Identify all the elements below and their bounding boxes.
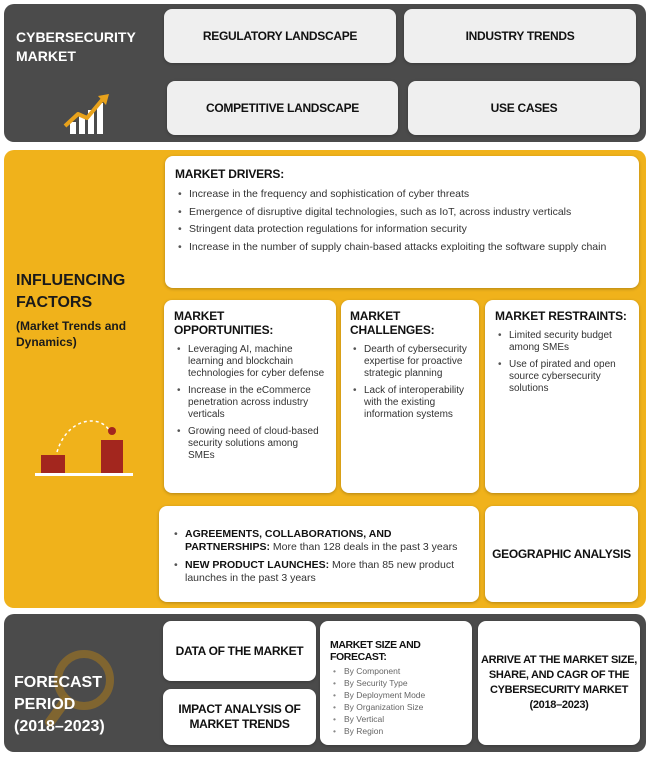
list-item: • Lack of interoperability with the existing information systems: [350, 385, 470, 421]
list-item: • By Vertical: [330, 713, 462, 725]
list-item: • Increase in the frequency and sophistication of cyber threats: [175, 188, 629, 201]
launches-text: More than 85 new product launches in the past 3 years: [185, 559, 454, 584]
data-of-market-card[interactable]: DATA OF THE MARKET: [163, 621, 316, 681]
market-challenges-card: [341, 300, 479, 493]
list-item: • Use of pirated and open source cybersecurity solutions: [495, 359, 629, 395]
list-item: • By Security Type: [330, 677, 462, 689]
market-opportunities-list: [174, 344, 326, 462]
geographic-analysis-card[interactable]: GEOGRAPHIC ANALYSIS: [485, 506, 638, 602]
market-opportunities-card: [164, 300, 336, 493]
list-item: [171, 528, 467, 553]
list-item: • Dearth of cybersecurity expertise for proactive strategic planning: [350, 344, 470, 380]
launches-label: NEW PRODUCT LAUNCHES:: [185, 559, 330, 571]
market-challenges-heading: MARKET CHALLENGES:: [350, 309, 435, 337]
market-restraints-list: [495, 330, 629, 395]
list-item: • By Organization Size: [330, 701, 462, 713]
market-drivers-card: [165, 156, 639, 288]
list-item: • Increase in the number of supply chain-based attacks exploiting the software supply chain: [175, 241, 629, 254]
agreements-text: More than 128 deals in the past 3 years: [269, 540, 458, 553]
list-item: • Increase in the eCommerce penetration across industry verticals: [174, 385, 326, 421]
market-size-forecast-card: [320, 621, 472, 745]
market-size-forecast-heading: MARKET SIZE AND FORECAST:: [330, 639, 421, 663]
list-item: • By Region: [330, 725, 462, 737]
market-opportunities-heading: MARKET OPPORTUNITIES:: [174, 309, 274, 337]
list-item: • Limited security budget among SMEs: [495, 330, 629, 354]
list-item: • Stringent data protection regulations for information security: [175, 223, 629, 236]
regulatory-landscape-button[interactable]: REGULATORY LANDSCAPE: [164, 9, 396, 63]
forecast-period-title: FORECAST PERIOD (2018–2023): [14, 674, 105, 735]
arrive-market-size-card[interactable]: ARRIVE AT THE MARKET SIZE, SHARE, AND CAGR OF THE CYBERSECURITY MARKET (2018–2023): [478, 621, 640, 745]
deals-card: [159, 506, 479, 602]
list-item: • Emergence of disruptive digital technologies, such as IoT, across industry verticals: [175, 206, 629, 219]
deals-list: [171, 528, 467, 584]
market-challenges-list: [350, 344, 470, 421]
list-item: [171, 559, 467, 584]
market-drivers-heading: MARKET DRIVERS:: [175, 167, 285, 181]
impact-analysis-card[interactable]: IMPACT ANALYSIS OF MARKET TRENDS: [163, 689, 316, 745]
market-restraints-card: [485, 300, 639, 493]
competitive-landscape-button[interactable]: COMPETITIVE LANDSCAPE: [167, 81, 398, 135]
list-item: • Growing need of cloud-based security solutions among SMEs: [174, 426, 326, 462]
jump-bars-icon: [33, 420, 137, 480]
industry-trends-button[interactable]: INDUSTRY TRENDS: [404, 9, 636, 63]
list-item: • By Deployment Mode: [330, 689, 462, 701]
growth-chart-icon: [62, 92, 112, 136]
market-size-forecast-list: [330, 665, 462, 737]
market-title: CYBERSECURITY MARKET: [16, 29, 136, 64]
agreements-label: AGREEMENTS, COLLABORATIONS, AND PARTNERSHIPS:: [185, 528, 392, 553]
list-item: • By Component: [330, 665, 462, 677]
market-drivers-list: [175, 188, 629, 253]
influencing-factors-title: INFLUENCING FACTORS (Market Trends and Dynamics): [16, 272, 127, 349]
list-item: • Leveraging AI, machine learning and blockchain technologies for cyber defense: [174, 344, 326, 380]
use-cases-button[interactable]: USE CASES: [408, 81, 640, 135]
market-restraints-heading: MARKET RESTRAINTS:: [495, 309, 627, 323]
